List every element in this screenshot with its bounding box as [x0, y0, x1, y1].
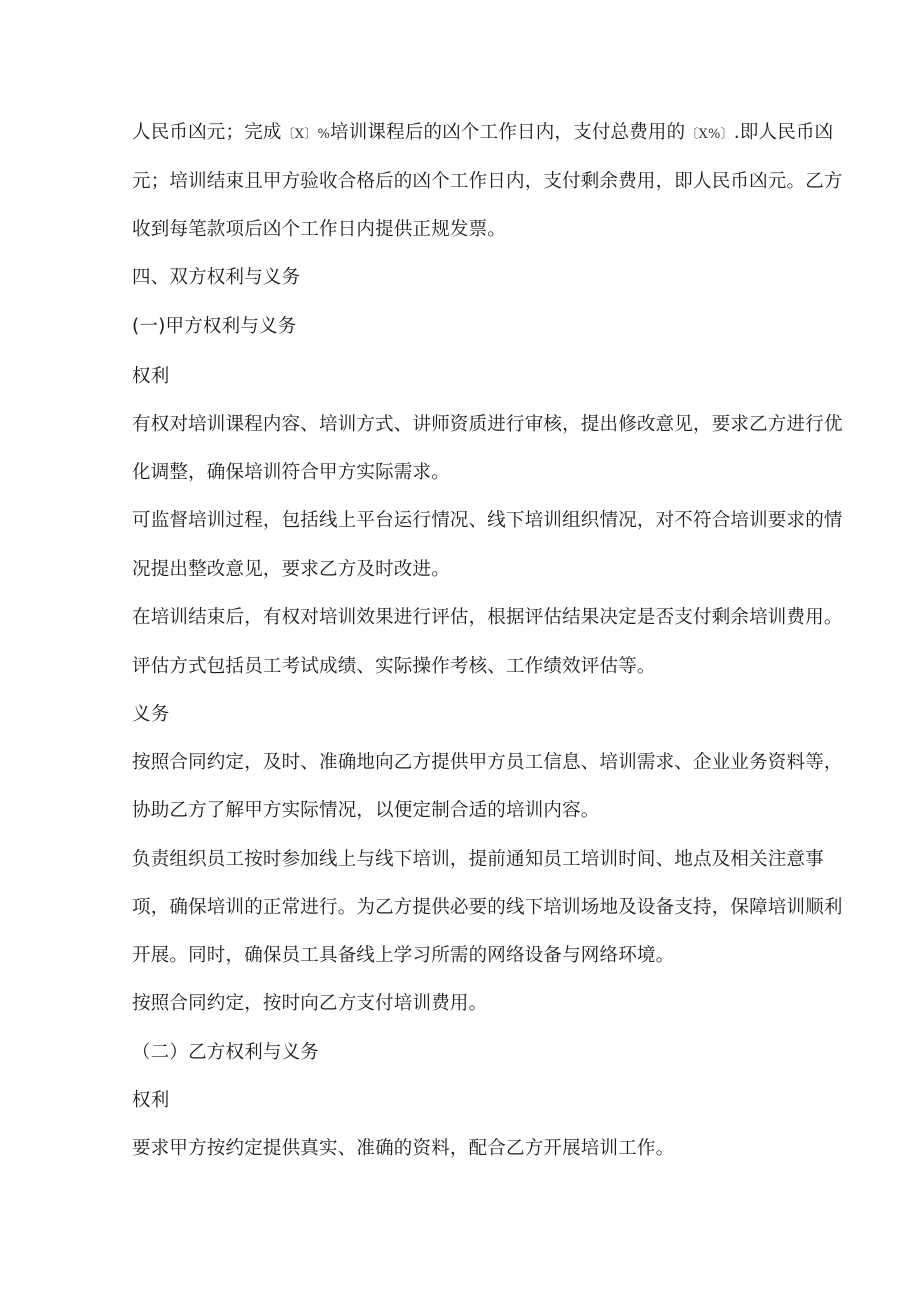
placeholder-percent: 〔X%〕 — [685, 127, 734, 142]
paragraph-line: 要求甲方按约定提供真实、准确的资料，配合乙方开展培训工作。 — [132, 1138, 675, 1159]
paragraph-line: 有权对培训课程内容、培训方式、讲师资质进行审核，提出修改意见，要求乙方进行优 — [132, 414, 843, 435]
label-rights: 权利 — [132, 366, 170, 387]
paragraph-line: 况提出整改意见，要求乙方及时改进。 — [132, 559, 450, 580]
paragraph-line: 在培训结束后，有权对培训效果进行评估，根据评估结果决定是否支付剩余培训费用。 — [132, 607, 843, 628]
paragraph-line: 开展。同时，确保员工具备线上学习所需的网络设备与网络环境。 — [132, 945, 675, 966]
paragraph-line: 按照合同约定，按时向乙方支付培训费用。 — [132, 993, 488, 1014]
paragraph-line: 项，确保培训的正常进行。为乙方提供必要的线下培训场地及设备支持，保障培训顺利 — [132, 897, 843, 918]
subsection-heading: (一)甲方权利与义务 — [132, 316, 297, 337]
paragraph-line: 可监督培训过程，包括线上平台运行情况、线下培训组织情况，对不符合培训要求的情 — [132, 510, 843, 531]
label-rights: 权利 — [132, 1090, 170, 1111]
placeholder-percent: 〔X〕% — [281, 127, 331, 142]
paragraph-line: 按照合同约定，及时、准确地向乙方提供甲方员工信息、培训需求、企业业务资料等， — [132, 752, 843, 773]
paragraph-line: 收到每笔款项后凶个工作日内提供正规发票。 — [132, 219, 507, 240]
paragraph-line: 评估方式包括员工考试成绩、实际操作考核、工作绩效评估等。 — [132, 656, 656, 677]
section-heading: 四、双方权利与义务 — [132, 267, 301, 288]
paragraph-line: 协助乙方了解甲方实际情况，以便定制合适的培训内容。 — [132, 800, 600, 821]
text-segment: .即人民币凶 — [733, 122, 834, 143]
paragraph-line: 化调整，确保培训符合甲方实际需求。 — [132, 462, 450, 483]
subsection-heading: （二）乙方权利与义务 — [132, 1042, 320, 1063]
text-segment: 人民币凶元；完成 — [132, 122, 282, 143]
paragraph-line: 负责组织员工按时参加线上与线下培训，提前通知员工培训时间、地点及相关注意事 — [132, 849, 824, 870]
paragraph-line: 元；培训结束且甲方验收合格后的凶个工作日内，支付剩余费用，即人民币凶元。乙方 — [132, 171, 843, 192]
label-obligations: 义务 — [132, 704, 170, 725]
text-segment: 培训课程后的凶个工作日内，支付总费用的 — [330, 122, 686, 143]
paragraph-line — [132, 121, 833, 147]
